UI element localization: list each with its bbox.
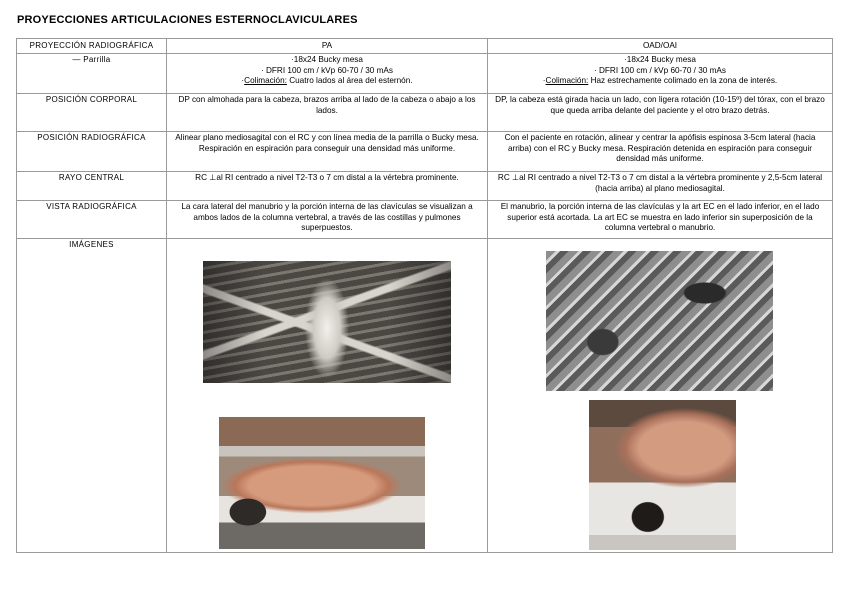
table-row-posicion-corporal	[17, 94, 833, 132]
cell-central-oad: RC ⊥al RI centrado a nivel T2-T3 o 7 cm distal a la vértebra prominente y 2,5-5cm lateral (hacia arriba) al plano mediosagital.	[488, 172, 833, 201]
header-oad-oai: OAD/OAI	[488, 39, 833, 54]
oad-bucky-line: ·18x24 Bucky mesa	[624, 55, 696, 64]
table-row-parrilla	[17, 54, 833, 94]
table-row-rayo-central	[17, 172, 833, 201]
pa-xray-image	[203, 261, 451, 383]
row-label-posicion-radiografica: POSICIÓN RADIOGRÁFICA	[17, 132, 167, 172]
pa-colimacion-prefix: ·	[241, 76, 245, 86]
header-pa: PA	[167, 39, 488, 54]
oad-colimacion-line	[492, 76, 828, 87]
cell-parrilla-oad	[488, 54, 833, 94]
projections-table	[16, 38, 833, 553]
cell-vista-oad: El manubrio, la porción interna de las clavículas y la art EC en el lado inferior, en el lado superior está acortada. La art EC se muestra en lado inferior sin superposición de la columna vertebral o manubrio.	[488, 201, 833, 239]
pa-colimacion-text: Cuatro lados al área del esternón.	[286, 76, 413, 86]
header-projection: PROYECCIÓN RADIOGRÁFICA	[17, 39, 167, 54]
pa-patient-photo	[219, 417, 425, 549]
cell-radiografica-oad: Con el paciente en rotación, alinear y centrar la apófisis espinosa 3-5cm lateral (hacia arriba) con el RC y Bucky mesa. Respiración detenida en espiración para conseguir densidad más uniforme.	[488, 132, 833, 172]
oad-colimacion-prefix: ·	[542, 76, 546, 86]
cell-central-pa: RC ⊥al RI centrado a nivel T2-T3 o 7 cm distal a la vértebra prominente.	[167, 172, 488, 201]
row-label-vista-radiografica: VISTA RADIOGRÁFICA	[17, 201, 167, 239]
table-header-row	[17, 39, 833, 54]
pa-dfri-line: · DFRI 100 cm / kVp 60-70 / 30 mAs	[261, 65, 393, 75]
cell-corporal-pa: DP con almohada para la cabeza, brazos arriba al lado de la cabeza o abajo a los lados.	[167, 94, 488, 132]
pa-colimacion-label: Colimación:	[244, 76, 287, 86]
row-label-posicion-corporal: POSICIÓN CORPORAL	[17, 94, 167, 132]
oad-xray-image	[546, 251, 773, 391]
row-label-rayo-central: RAYO CENTRAL	[17, 172, 167, 201]
cell-imagenes-oad	[488, 239, 833, 553]
pa-bucky-line: ·18x24 Bucky mesa	[291, 55, 363, 64]
row-label-imagenes: IMÁGENES	[17, 239, 167, 553]
table-row-posicion-radiografica	[17, 132, 833, 172]
oad-colimacion-text: Haz estrechamente colimado en la zona de interés.	[588, 76, 778, 86]
cell-parrilla-pa	[167, 54, 488, 94]
table-row-imagenes	[17, 239, 833, 553]
cell-radiografica-pa: Alinear plano mediosagital con el RC y con línea media de la parrilla o Bucky mesa. Respiración en espiración para conseguir una densidad más uniforme.	[167, 132, 488, 172]
cell-corporal-oad: DP, la cabeza está girada hacia un lado, con ligera rotación (10-15º) del tórax, con el brazo que queda arriba delante del paciente y el otro brazo detrás.	[488, 94, 833, 132]
oad-colimacion-label: Colimación:	[545, 76, 589, 86]
cell-vista-pa: La cara lateral del manubrio y la porción interna de las clavículas se visualizan a ambos lados de la columna vertebral, a través de las costillas y pulmones superpuestos.	[167, 201, 488, 239]
page-title: PROYECCIONES ARTICULACIONES ESTERNOCLAVICULARES	[17, 14, 358, 26]
oad-patient-photo	[589, 400, 736, 550]
oad-dfri-line: · DFRI 100 cm / kVp 60-70 / 30 mAs	[594, 65, 726, 75]
table-row-vista-radiografica	[17, 201, 833, 239]
cell-imagenes-pa	[167, 239, 488, 553]
row-label-parrilla: — Parrilla	[17, 54, 167, 94]
pa-colimacion-line	[171, 76, 483, 87]
